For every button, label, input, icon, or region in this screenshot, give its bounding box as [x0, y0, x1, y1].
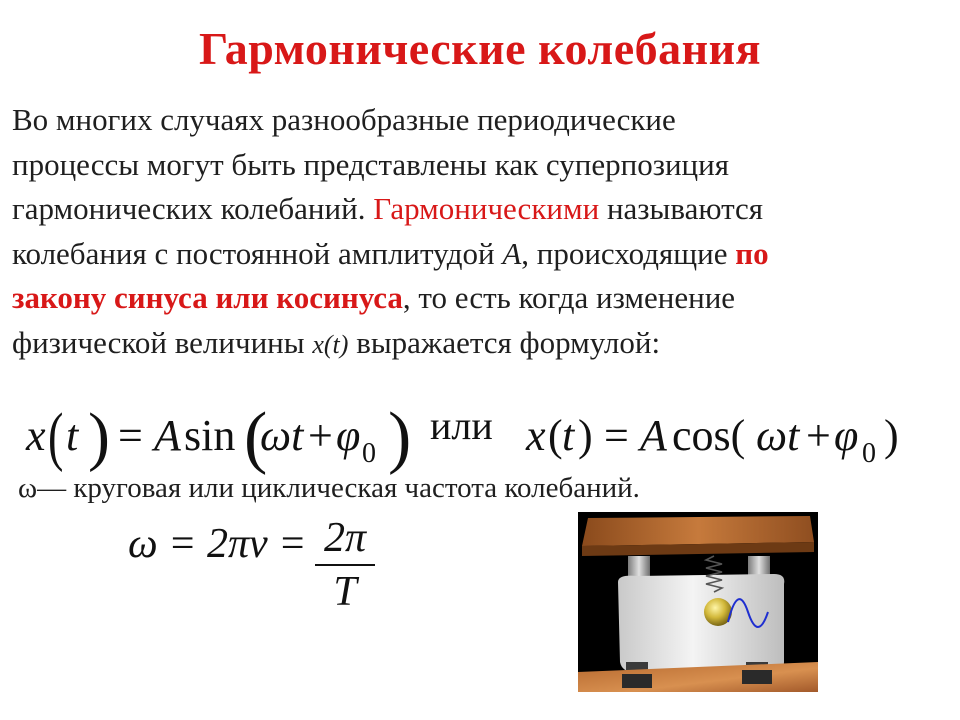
highlight-harmonic: Гармоническими: [373, 191, 600, 226]
harmonic-formulas: [22, 400, 942, 480]
svg-text:(: (: [244, 400, 268, 476]
definition-paragraph: [12, 98, 942, 367]
paragraph-line-3: [12, 187, 942, 232]
function-symbol: x(t): [312, 329, 349, 359]
omega-formula-lhs: ω = 2πν =: [128, 521, 307, 567]
fraction-numerator: 2π: [323, 515, 367, 561]
highlight-law: по: [735, 235, 769, 271]
svg-text:=: =: [118, 411, 143, 460]
svg-text:): ): [388, 400, 412, 476]
svg-text:t: t: [66, 411, 79, 460]
paragraph-text: называются: [599, 191, 764, 226]
fraction-denominator: T: [333, 569, 357, 615]
omega-formula: [128, 515, 367, 620]
svg-text:φ: φ: [336, 411, 361, 460]
amplitude-symbol: A: [502, 235, 522, 271]
svg-text:): ): [88, 400, 110, 473]
paragraph-line-5: [12, 276, 942, 321]
omega-fraction: [315, 514, 375, 616]
svg-text:(: (: [48, 400, 64, 474]
paragraph-line-2: процессы могут быть представлены как суперпозиция: [12, 146, 729, 182]
paragraph-text: физической величины: [12, 324, 313, 360]
svg-text:ωt: ωt: [260, 411, 304, 460]
oscillator-illustration: [578, 512, 818, 692]
svg-text:): ): [884, 411, 899, 460]
svg-text:): ): [578, 411, 593, 460]
svg-text:cos(: cos(: [672, 411, 746, 460]
svg-text:0: 0: [362, 438, 376, 469]
svg-text:A: A: [640, 411, 667, 460]
svg-text:+: +: [308, 411, 333, 460]
paragraph-text: выражается формулой:: [348, 324, 661, 360]
svg-text:x: x: [526, 411, 546, 460]
paragraph-text: , происходящие: [521, 235, 736, 271]
paragraph-line-4: [12, 232, 942, 277]
svg-text:+: +: [806, 411, 831, 460]
svg-text:=: =: [604, 411, 629, 460]
sin-formula: [22, 400, 412, 480]
or-label: или: [430, 403, 493, 448]
spring-oscillator-image: [578, 512, 818, 692]
svg-text:A: A: [154, 411, 181, 460]
svg-text:x: x: [26, 411, 46, 460]
paragraph-text: , то есть когда изменение: [402, 280, 736, 315]
svg-text:ωt: ωt: [756, 411, 800, 460]
svg-text:0: 0: [862, 438, 876, 469]
paragraph-text: гармонических колебаний.: [12, 191, 374, 226]
svg-text:t: t: [562, 411, 575, 460]
slide-title: Гармонические колебания: [198, 23, 762, 74]
paragraph-line-1: Во многих случаях разнообразные периодические: [12, 102, 676, 137]
cos-formula: [522, 400, 942, 480]
paragraph-line-6: [12, 321, 942, 368]
svg-text:sin: sin: [184, 411, 236, 460]
highlight-sine-cosine: закону синуса или косинуса: [12, 280, 403, 315]
svg-text:(: (: [548, 411, 563, 460]
fraction-bar: [315, 564, 375, 566]
svg-text:φ: φ: [834, 411, 859, 460]
paragraph-text: колебания с постоянной амплитудой: [12, 235, 503, 271]
omega-description: ω— круговая или циклическая частота колебаний.: [18, 472, 640, 504]
